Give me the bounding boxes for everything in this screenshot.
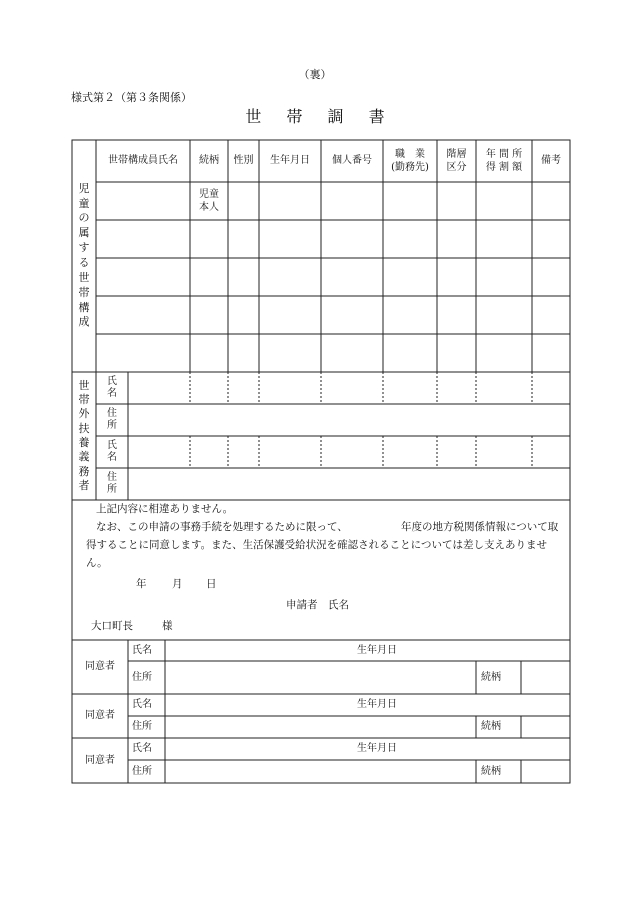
header-income-line1: 年 間 所 — [485, 148, 523, 160]
consenter-3-address-label: 住所 — [132, 765, 152, 777]
header-occupation — [383, 140, 437, 182]
label-char: 構 — [78, 300, 90, 314]
label-char: 務 — [78, 464, 90, 478]
label-char: 世 — [78, 378, 90, 392]
title-char: 帯 — [286, 107, 303, 126]
label-char: 世 — [78, 270, 90, 284]
header-remarks: 備考 — [541, 155, 561, 167]
label-char: 童 — [78, 196, 90, 210]
label-char: 養 — [78, 436, 90, 449]
header-occupation-line1: 職 業 — [395, 148, 425, 160]
header-tier-line2: 区分 — [446, 162, 467, 173]
label-char: る — [78, 256, 90, 269]
header-tier — [437, 140, 476, 182]
header-tier-line1: 階層 — [446, 148, 467, 160]
title-char: 書 — [368, 107, 385, 126]
page-side-label: （裏） — [298, 68, 332, 81]
consenter-1-name-label: 氏名 — [132, 644, 152, 656]
consenter-3-label: 同意者 — [85, 754, 115, 766]
label-char: 者 — [78, 478, 90, 492]
consenter-1-birth-label: 生年月日 — [357, 644, 397, 656]
title-char: 調 — [327, 107, 344, 126]
declaration-line-3: 得することに同意します。また、生活保護受給状況を確認されることについては差し支えありませ — [86, 539, 547, 551]
consenter-2-relation-label: 続柄 — [481, 721, 501, 733]
label-char: 所 — [107, 420, 117, 431]
header-sex: 性別 — [233, 155, 254, 167]
consenter-1-address-label: 住所 — [132, 671, 152, 683]
supporter-1-name-label — [96, 372, 128, 404]
label-char: 帯 — [78, 285, 90, 299]
label-char: 名 — [107, 388, 117, 399]
dashed-columns — [190, 372, 532, 468]
date-year-label: 年 — [136, 578, 147, 590]
label-char: 住 — [107, 407, 117, 419]
consenter-2-birth-label: 生年月日 — [357, 699, 397, 711]
label-char: 義 — [78, 450, 90, 464]
applicant-name-label: 申請者 氏名 — [286, 599, 349, 611]
header-income-line2: 得 割 額 — [485, 162, 523, 173]
declaration-line-4: ん。 — [86, 557, 108, 569]
label-char: の — [78, 211, 90, 225]
header-income — [476, 140, 532, 182]
label-char: 外 — [78, 407, 90, 421]
header-mynumber: 個人番号 — [332, 155, 372, 167]
consenter-1-label: 同意者 — [85, 661, 115, 673]
title-char: 世 — [245, 107, 262, 126]
form-number: 様式第２（第３条関係） — [71, 91, 192, 104]
label-char: 名 — [107, 452, 117, 463]
label-char: 所 — [107, 484, 117, 495]
addressee-honorific: 様 — [162, 620, 173, 632]
child-self-line1: 児童 — [199, 188, 219, 200]
supporter-1-address-label — [96, 404, 128, 436]
declaration-line-2a: なお、この申請の事務手続を処理するために限って、 — [96, 521, 348, 533]
child-self-relation — [190, 182, 228, 220]
household-section-label — [72, 140, 96, 372]
consenter-1-relation-label: 続柄 — [481, 671, 501, 683]
label-char: 扶 — [78, 421, 90, 435]
label-char: 住 — [107, 471, 117, 483]
supporter-2-name-label — [96, 436, 128, 468]
date-day-label: 日 — [206, 578, 217, 590]
header-name: 世帯構成員氏名 — [108, 155, 178, 167]
consenter-2-name-label: 氏名 — [132, 699, 152, 711]
label-char: 氏 — [107, 439, 117, 451]
consenter-3-name-label: 氏名 — [132, 743, 152, 755]
supporter-2-address-label — [96, 468, 128, 500]
label-char: す — [78, 241, 90, 255]
consenter-2-address-label: 住所 — [132, 721, 152, 733]
header-relation: 続柄 — [199, 155, 219, 167]
consenter-3-birth-label: 生年月日 — [357, 743, 397, 755]
date-month-label: 月 — [172, 578, 183, 590]
label-char: 帯 — [78, 393, 90, 407]
supporters-section-label — [72, 372, 96, 500]
consenter-3-relation-label: 続柄 — [481, 765, 501, 777]
label-char: 児 — [78, 181, 90, 195]
label-char: 成 — [78, 315, 90, 329]
label-char: 属 — [78, 226, 90, 240]
consenter-2-label: 同意者 — [85, 710, 115, 722]
addressee: 大口町長 — [91, 620, 133, 632]
declaration-line-1: 上記内容に相違ありません。 — [96, 503, 234, 515]
header-birth: 生年月日 — [270, 155, 310, 167]
child-self-line2: 本人 — [199, 202, 219, 213]
declaration-line-2b: 年度の地方税関係情報について取 — [401, 521, 559, 533]
label-char: 氏 — [107, 375, 117, 387]
header-occupation-line2: (勤務先) — [391, 162, 429, 173]
